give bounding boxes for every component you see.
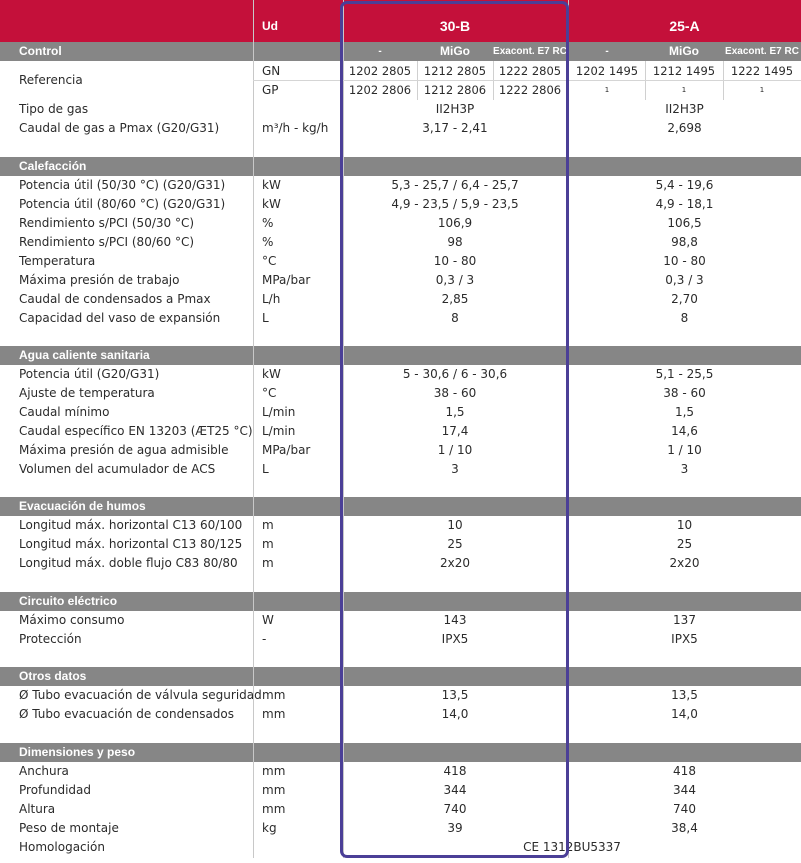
divider-label-unit — [253, 0, 254, 858]
value-25a: 10 - 80 — [663, 254, 706, 268]
value-25a: 14,0 — [671, 707, 698, 721]
value-25a: 1 / 10 — [667, 443, 702, 457]
value-25a: 2,698 — [667, 121, 702, 135]
ref-footnote-mark: 1 — [759, 86, 765, 94]
value-25a: 1,5 — [674, 405, 695, 419]
ref-gp-unit: GP — [262, 83, 279, 97]
value-30b: 344 — [443, 783, 467, 797]
value-30b: 1,5 — [445, 405, 465, 419]
value-30b: 418 — [443, 764, 467, 778]
ref-cell: 1212 1495 — [652, 64, 716, 78]
subheader-30b-exacont: Exacont. E7 RC — [493, 46, 567, 57]
row-label: Tipo de gas — [19, 102, 89, 116]
value-30b: 8 — [451, 311, 459, 325]
ref-cell: 1222 2806 — [498, 83, 562, 97]
row-unit: mm — [262, 802, 286, 816]
value-30b: 106,9 — [437, 216, 473, 230]
value-25a: 38,4 — [671, 821, 698, 835]
value-30b: 5 - 30,6 / 6 - 30,6 — [402, 367, 508, 381]
row-label: Máxima presión de agua admisible — [19, 443, 229, 457]
value-30b: 10 — [447, 518, 463, 532]
value-30b: 143 — [443, 613, 467, 627]
value-30b: 13,5 — [441, 688, 469, 702]
value-25a: 98,8 — [671, 235, 698, 249]
row-label: Ajuste de temperatura — [19, 386, 155, 400]
value-25a: 38 - 60 — [663, 386, 706, 400]
ref-cell: 1202 2805 — [348, 64, 412, 78]
value-25a: 137 — [673, 613, 696, 627]
row-unit: L/h — [262, 292, 281, 306]
row-unit: kg — [262, 821, 277, 835]
ref-cell: 1202 2806 — [348, 83, 412, 97]
row-unit: MPa/bar — [262, 273, 311, 287]
row-label: Anchura — [19, 764, 69, 778]
value-25a: 3 — [680, 462, 689, 476]
row-label: Ø Tubo evacuación de válvula seguridad — [19, 688, 262, 702]
value-25a: 4,9 - 18,1 — [655, 197, 714, 211]
subheader-25a-migo: MiGo — [669, 44, 699, 58]
row-unit: m — [262, 556, 274, 570]
row-unit: L/min — [262, 405, 296, 419]
row-label: Longitud máx. horizontal C13 60/100 — [19, 518, 243, 532]
row-label: Potencia útil (80/60 °C) (G20/G31) — [19, 197, 226, 211]
ref-footnote-mark: 1 — [604, 86, 610, 94]
section-electrico: Circuito eléctrico — [0, 592, 801, 611]
subheader-30b-migo: MiGo — [440, 44, 470, 58]
value-25a: 13,5 — [671, 688, 698, 702]
section-humos: Evacuación de humos — [0, 497, 801, 516]
section-acs: Agua caliente sanitaria — [0, 346, 801, 365]
row-label-homologacion: Homologación — [19, 840, 105, 854]
row-label: Ø Tubo evacuación de condensados — [19, 707, 235, 721]
value-25a: 5,4 - 19,6 — [655, 178, 714, 192]
section-control: Control — [0, 42, 801, 61]
ref-cell: 1222 1495 — [730, 64, 794, 78]
row-label: Profundidad — [19, 783, 92, 797]
row-label: Caudal mínimo — [19, 405, 110, 419]
value-25a: 740 — [673, 802, 696, 816]
ref-cell: 1212 2806 — [423, 83, 487, 97]
row-label: Peso de montaje — [19, 821, 119, 835]
ref-cell: 1202 1495 — [575, 64, 639, 78]
row-label: Capacidad del vaso de expansión — [19, 311, 221, 325]
row-unit: % — [262, 235, 274, 249]
row-label: Protección — [19, 632, 82, 646]
row-unit: mm — [262, 688, 286, 702]
value-30b: 14,0 — [441, 707, 469, 721]
row-unit: L — [262, 311, 269, 325]
row-unit: m — [262, 518, 274, 532]
subheader-25a-exacont: Exacont. E7 RC — [725, 46, 799, 57]
ref-footnote-mark: 1 — [681, 86, 687, 94]
row-label: Altura — [19, 802, 56, 816]
value-30b: 17,4 — [441, 424, 469, 438]
row-unit: mm — [262, 707, 286, 721]
value-30b: 3 — [451, 462, 459, 476]
value-25a: 106,5 — [667, 216, 702, 230]
row-label: Máximo consumo — [19, 613, 125, 627]
value-25a: 2,70 — [671, 292, 698, 306]
row-label: Potencia útil (50/30 °C) (G20/G31) — [19, 178, 226, 192]
row-unit: MPa/bar — [262, 443, 311, 457]
row-unit: °C — [262, 254, 277, 268]
homologacion-value: CE 1312BU5337 — [523, 840, 621, 854]
value-30b: 4,9 - 23,5 / 5,9 - 23,5 — [391, 197, 519, 211]
row-unit: W — [262, 613, 274, 627]
value-25a: 344 — [673, 783, 696, 797]
value-25a: 418 — [673, 764, 696, 778]
row-unit: kW — [262, 367, 281, 381]
row-label: Máxima presión de trabajo — [19, 273, 180, 287]
ref-cell: 1212 2805 — [423, 64, 487, 78]
row-unit: m³/h - kg/h — [262, 121, 329, 135]
row-unit: m — [262, 537, 274, 551]
value-30b: 2x20 — [439, 556, 470, 570]
model-25a-header: 25-A — [669, 18, 700, 34]
highlight-frame-30b — [340, 1, 569, 858]
row-label: Caudal de gas a Pmax (G20/G31) — [19, 121, 220, 135]
row-label: Rendimiento s/PCI (50/30 °C) — [19, 216, 195, 230]
value-30b: 39 — [447, 821, 463, 835]
value-25a: 2x20 — [669, 556, 700, 570]
value-25a: 0,3 / 3 — [665, 273, 704, 287]
value-30b: 10 - 80 — [433, 254, 477, 268]
value-25a: 14,6 — [671, 424, 698, 438]
row-unit: mm — [262, 764, 286, 778]
row-unit: kW — [262, 197, 281, 211]
row-label: Temperatura — [19, 254, 96, 268]
value-30b: IPX5 — [441, 632, 469, 646]
subheader-25a-base: - — [605, 46, 609, 57]
row-label: Volumen del acumulador de ACS — [19, 462, 216, 476]
subheader-30b-base: - — [378, 46, 382, 57]
row-label: Rendimiento s/PCI (80/60 °C) — [19, 235, 195, 249]
section-dimensiones: Dimensiones y peso — [0, 743, 801, 762]
row-label: Caudal de condensados a Pmax — [19, 292, 211, 306]
value-30b: 98 — [447, 235, 463, 249]
value-25a: IPX5 — [671, 632, 698, 646]
row-label: Longitud máx. doble flujo C83 80/80 — [19, 556, 238, 570]
row-label: Caudal específico EN 13203 (ÆT25 °C) — [19, 424, 253, 438]
value-30b: 1 / 10 — [437, 443, 473, 457]
value-25a: 25 — [676, 537, 693, 551]
value-30b: 2,85 — [441, 292, 469, 306]
section-calefaccion: Calefacción — [0, 157, 801, 176]
value-25a: II2H3P — [665, 102, 704, 116]
value-30b: 740 — [443, 802, 467, 816]
value-30b: 38 - 60 — [433, 386, 477, 400]
row-unit: °C — [262, 386, 277, 400]
row-unit: L — [262, 462, 269, 476]
row-unit: mm — [262, 783, 286, 797]
row-unit: % — [262, 216, 274, 230]
ref-cell: 1222 2805 — [498, 64, 562, 78]
row-unit: L/min — [262, 424, 296, 438]
section-otros: Otros datos — [0, 667, 801, 686]
row-label: Longitud máx. horizontal C13 80/125 — [19, 537, 243, 551]
row-label-referencia: Referencia — [19, 73, 83, 87]
row-unit: kW — [262, 178, 281, 192]
value-25a: 8 — [680, 311, 689, 325]
value-25a: 10 — [676, 518, 693, 532]
value-30b: 0,3 / 3 — [435, 273, 475, 287]
value-25a: 5,1 - 25,5 — [655, 367, 714, 381]
value-30b: 5,3 - 25,7 / 6,4 - 25,7 — [391, 178, 519, 192]
value-30b: II2H3P — [435, 102, 475, 116]
value-30b: 25 — [447, 537, 463, 551]
model-30b-header: 30-B — [439, 18, 471, 34]
ref-gn-unit: GN — [262, 64, 281, 78]
value-30b: 3,17 - 2,41 — [422, 121, 488, 135]
row-unit: - — [262, 632, 267, 646]
row-label: Potencia útil (G20/G31) — [19, 367, 160, 381]
unit-column-header: Ud — [262, 19, 278, 33]
